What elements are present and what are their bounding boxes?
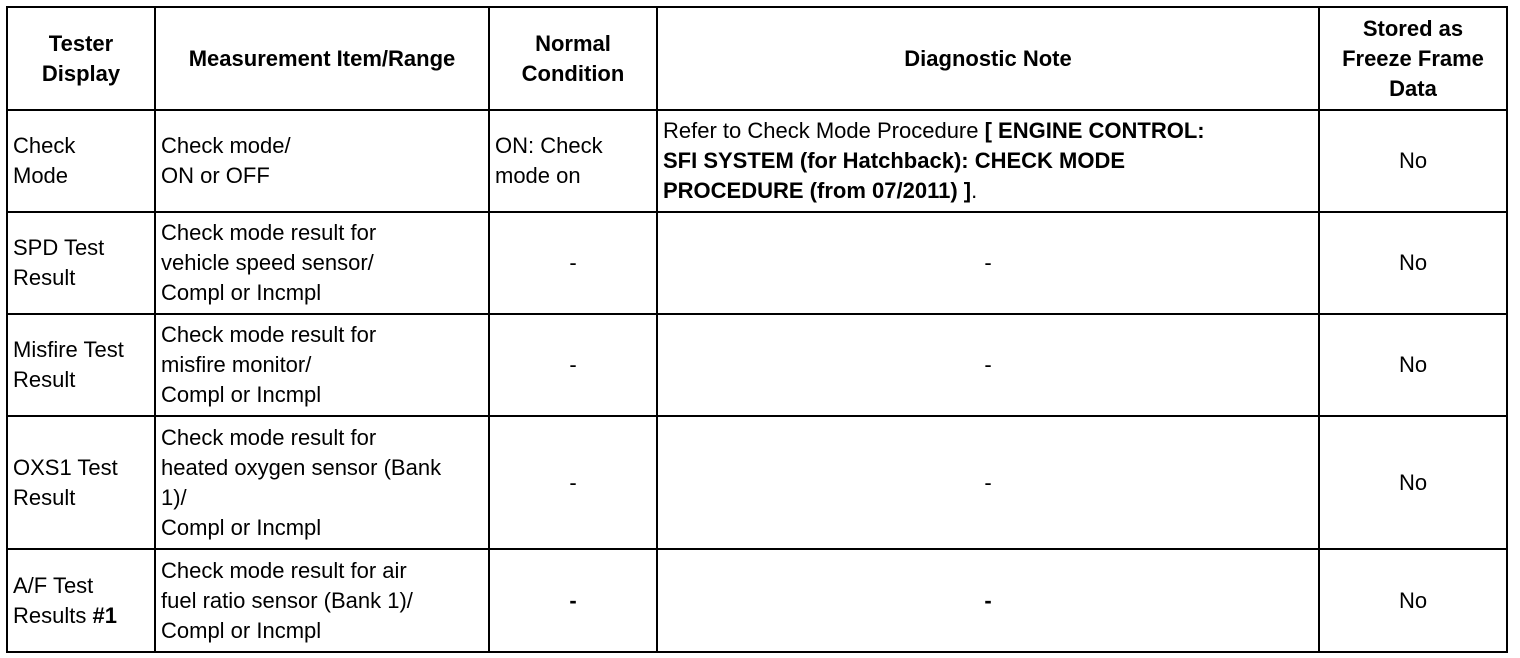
cell-diagnostic-note: - — [657, 416, 1319, 549]
cell-normal-condition: ON: Check mode on — [489, 110, 657, 212]
cell-normal-condition: - — [489, 549, 657, 652]
cell-tester-display: Check Mode — [7, 110, 155, 212]
table-row — [7, 212, 1507, 314]
header-normal-condition: Normal Condition — [489, 7, 657, 110]
cell-measurement: Check mode/ ON or OFF — [155, 110, 489, 212]
header-freeze-frame: Stored as Freeze Frame Data — [1319, 7, 1507, 110]
header-diagnostic-note: Diagnostic Note — [657, 7, 1319, 110]
cell-tester-display: Misfire Test Result — [7, 314, 155, 416]
cell-normal-condition: - — [489, 314, 657, 416]
cell-diagnostic-note — [657, 110, 1319, 212]
cell-diagnostic-note: - — [657, 549, 1319, 652]
check-mode-procedure-link-line-2[interactable]: SFI SYSTEM (for Hatchback): CHECK MODE — [663, 148, 1126, 173]
cell-freeze-frame: No — [1319, 212, 1507, 314]
table-row — [7, 314, 1507, 416]
cell-measurement: Check mode result for misfire monitor/ Compl or Incmpl — [155, 314, 489, 416]
cell-measurement: Check mode result for air fuel ratio sensor (Bank 1)/ Compl or Incmpl — [155, 549, 489, 652]
note-prefix: Refer to Check Mode Procedure — [663, 118, 985, 143]
cell-tester-display: OXS1 Test Result — [7, 416, 155, 549]
cell-freeze-frame: No — [1319, 549, 1507, 652]
header-measurement-item: Measurement Item/Range — [155, 7, 489, 110]
table-row — [7, 549, 1507, 652]
cell-freeze-frame: No — [1319, 314, 1507, 416]
data-list-table — [6, 6, 1508, 653]
header-tester-display: Tester Display — [7, 7, 155, 110]
cell-normal-condition: - — [489, 212, 657, 314]
table-row — [7, 110, 1507, 212]
note-suffix: . — [971, 178, 978, 203]
cell-measurement: Check mode result for vehicle speed sensor/ Compl or Incmpl — [155, 212, 489, 314]
cell-diagnostic-note: - — [657, 212, 1319, 314]
cell-tester-display: A/F Test Results #1 — [7, 549, 155, 652]
cell-freeze-frame: No — [1319, 110, 1507, 212]
check-mode-procedure-link-line-3[interactable]: PROCEDURE (from 07/2011) ] — [663, 178, 972, 203]
header-row — [7, 7, 1507, 110]
cell-diagnostic-note: - — [657, 314, 1319, 416]
cell-tester-display: SPD Test Result — [7, 212, 155, 314]
cell-normal-condition: - — [489, 416, 657, 549]
cell-measurement: Check mode result for heated oxygen sensor (Bank 1)/ Compl or Incmpl — [155, 416, 489, 549]
check-mode-procedure-link[interactable]: [ ENGINE CONTROL: — [984, 118, 1205, 143]
table-row — [7, 416, 1507, 549]
cell-freeze-frame: No — [1319, 416, 1507, 549]
